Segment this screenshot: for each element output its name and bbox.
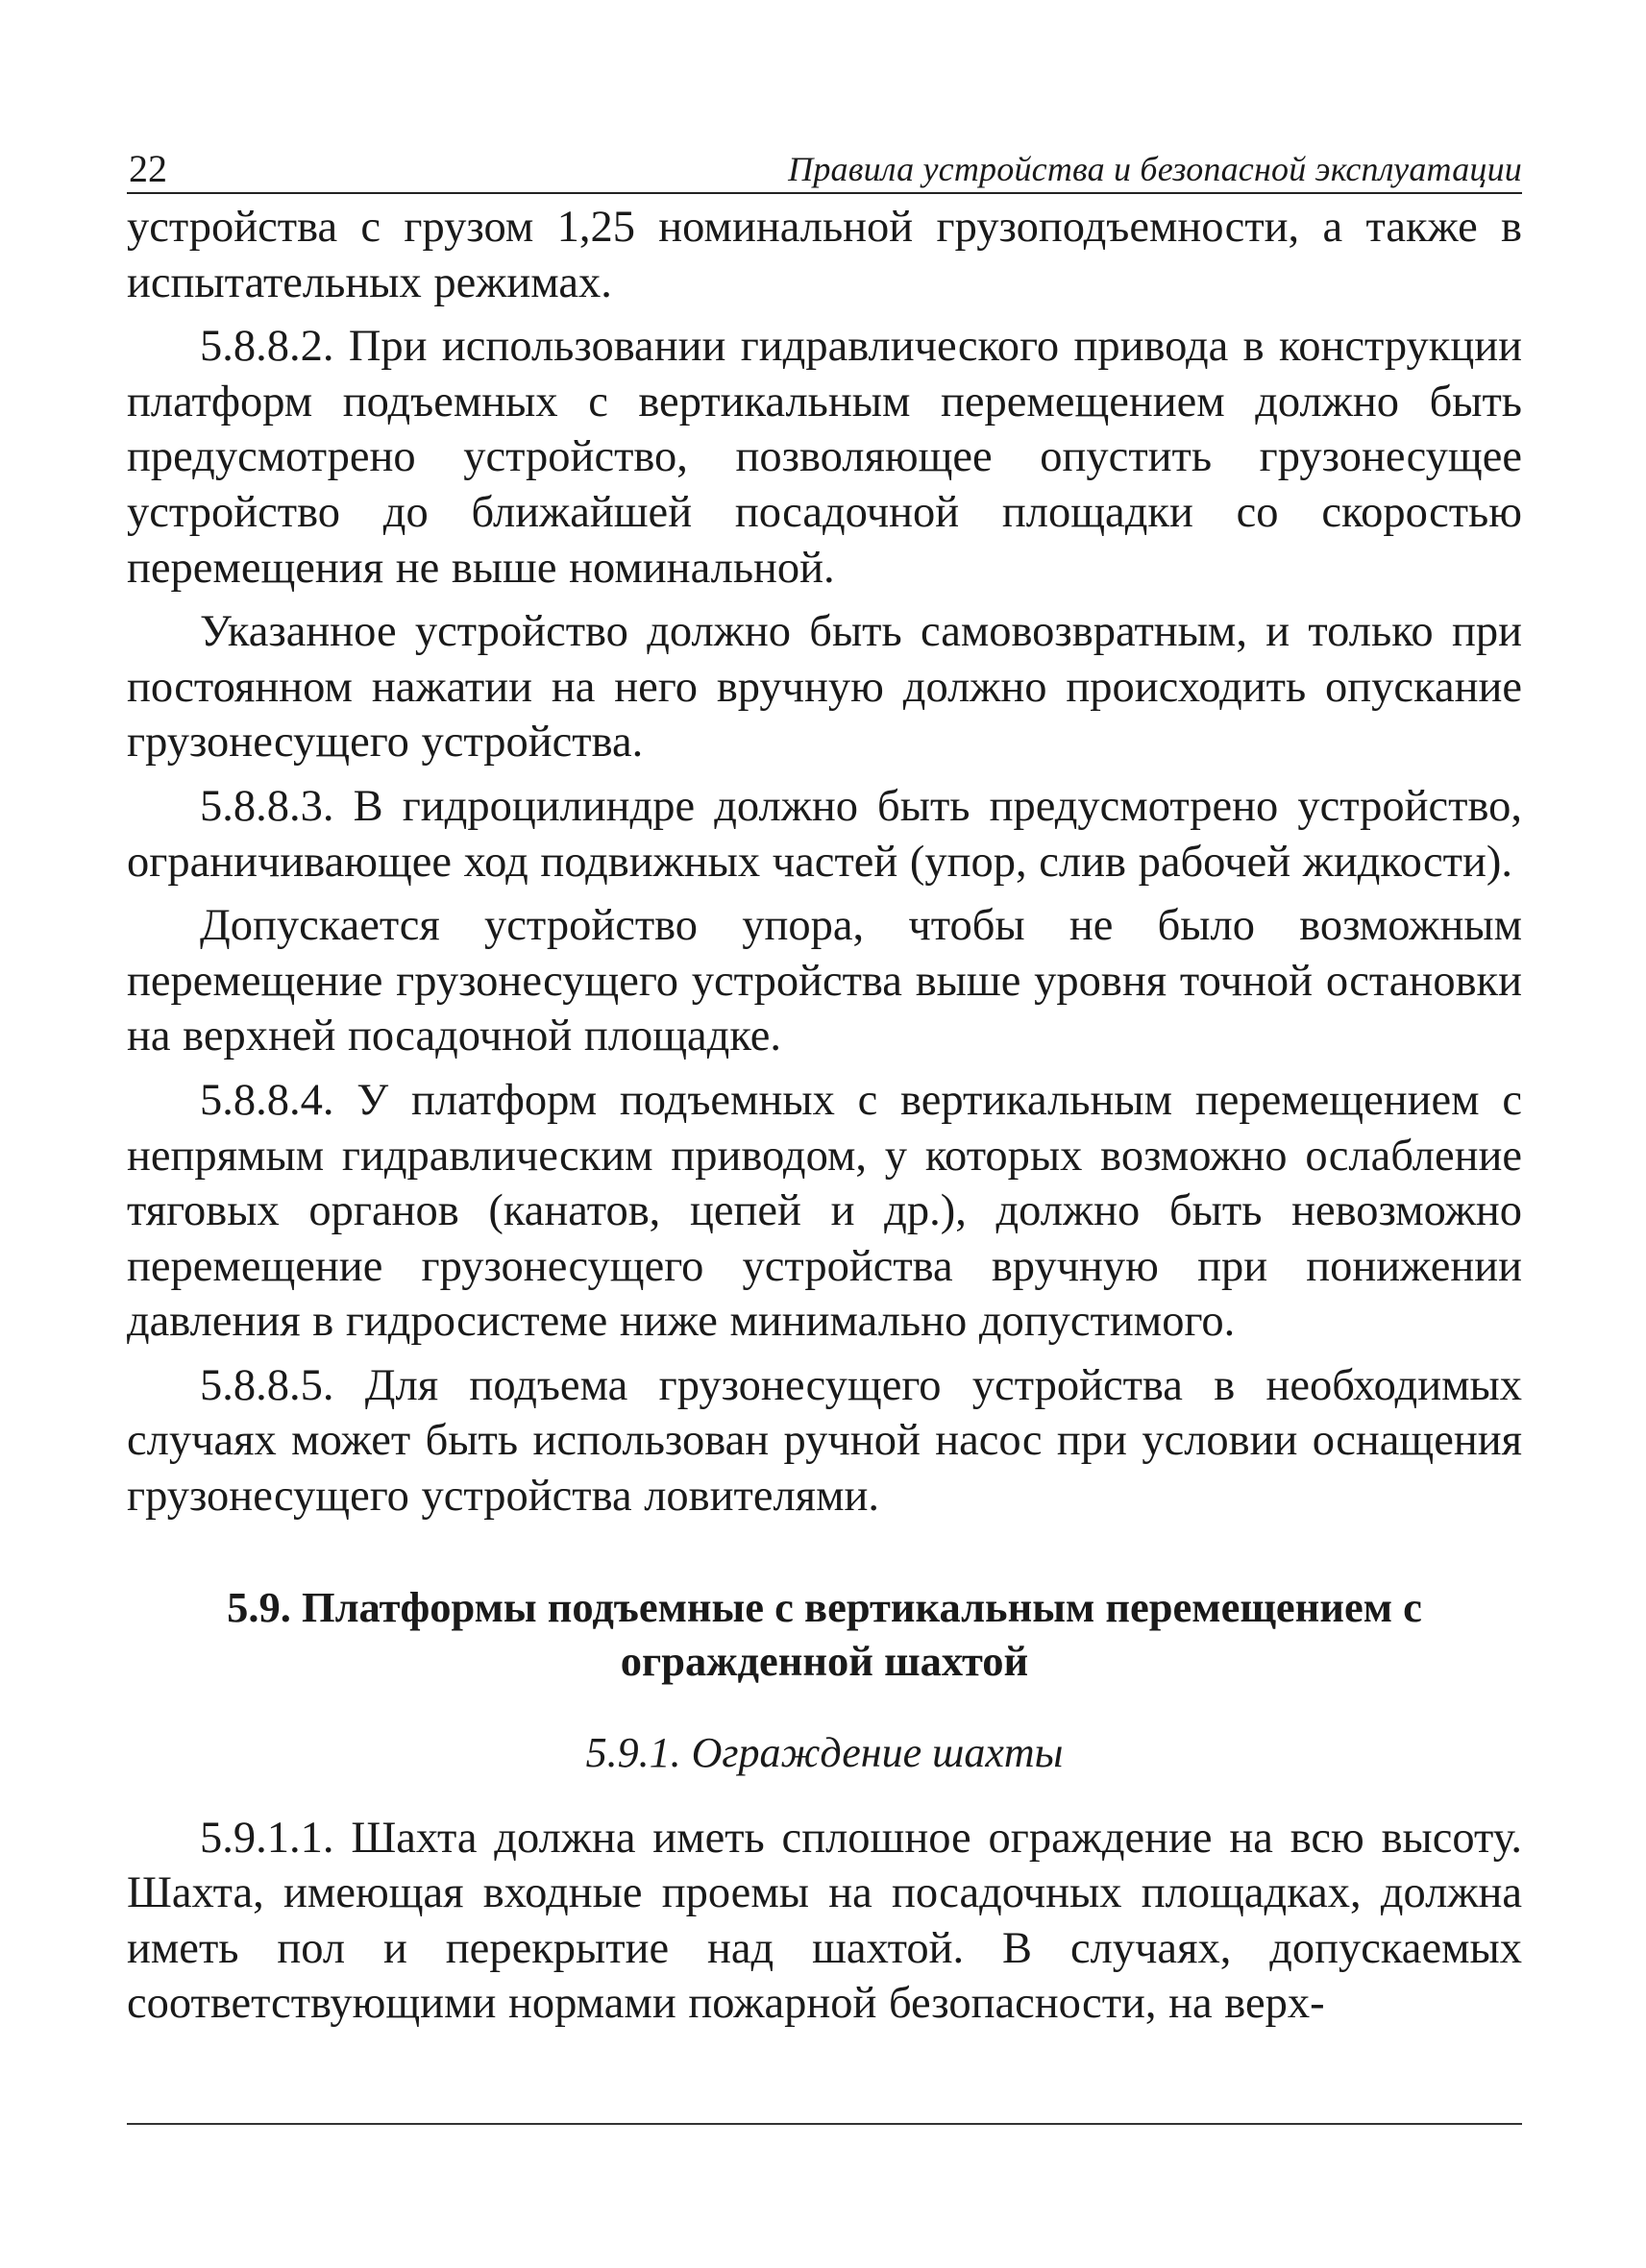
paragraph-stop-device: Допускается устройство упора, чтобы не было возможным перемещение грузонесущего устройства выше уровня точной остановки на верхней посадочной площадке. [127, 901, 1522, 1061]
paragraph-continuation: устройства с грузом 1,25 номинальной грузоподъемности, а также в испытательных режимах. [127, 203, 1522, 307]
footer-divider [127, 2123, 1522, 2125]
paragraph-5-8-8-5: 5.8.8.5. Для подъема грузонесущего устройства в необходимых случаях может быть использован ручной насос при условии оснащения грузонесущего устройства ловителями. [127, 1360, 1522, 1522]
paragraph-5-9-1-1: 5.9.1.1. Шахта должна иметь сплошное ограждение на всю высоту. Шахта, имеющая входные проемы на посадочных площадках, должна иметь пол и перекрытие над шахтой. В случаях, допускаемых соответствующими нормами пожарной безопасности, на верх- [127, 1813, 1522, 2029]
document-page [127, 134, 1522, 2032]
paragraph-5-8-8-3: 5.8.8.3. В гидроцилиндре должно быть предусмотрено устройство, ограничивающее ход подвижных частей (упор, слив рабочей жидкости). [127, 781, 1522, 887]
subsection-heading: 5.9.1. Ограждение шахты [585, 1728, 1064, 1776]
running-title: Правила устройства и безопасной эксплуатации [788, 150, 1522, 188]
section-heading: 5.9. Платформы подъемные с вертикальным перемещением с огражденной шахтой [227, 1582, 1422, 1685]
page-header [127, 134, 1522, 194]
paragraph-5-8-8-2: 5.8.8.2. При использовании гидравлического привода в конструкции платформ подъемных с вертикальным перемещением должно быть предусмотрено устройство, позволяющее опустить грузонесущее устройство до ближайшей посадочной площадки со скоростью перемещения не выше номинальной. [127, 322, 1522, 593]
page-body [127, 200, 1522, 2032]
paragraph-5-8-8-4: 5.8.8.4. У платформ подъемных с вертикальным перемещением с непрямым гидравлическим приводом, у которых возможно ослабление тяговых органов (канатов, цепей и др.), должно быть невозможно перемещение грузонесущего устройства вручную при понижении давления в гидросистеме ниже минимально допустимого. [127, 1075, 1522, 1347]
paragraph-self-return-device: Указанное устройство должно быть самовозвратным, и только при постоянном нажатии на него вручную должно происходить опускание грузонесущего устройства. [127, 607, 1522, 768]
page-number: 22 [129, 147, 167, 190]
